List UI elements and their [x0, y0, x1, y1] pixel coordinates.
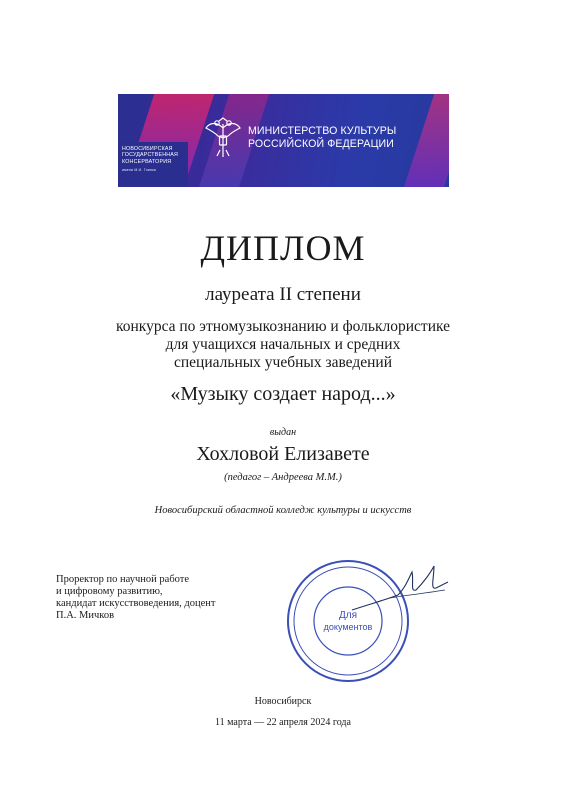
conservatory-line: НОВОСИБИРСКАЯ [122, 146, 173, 152]
signer-line: Проректор по научной работе [56, 574, 190, 585]
ministry-name [248, 125, 448, 151]
contest-line: конкурса по этномузыкознанию и фольклористике [115, 318, 451, 335]
document-title: ДИПЛОМ [200, 228, 366, 268]
contest-name: «Музыку создает народ...» [170, 383, 396, 405]
event-dates: 11 марта — 22 апреля 2024 года [215, 717, 351, 728]
signature-scribble [350, 560, 450, 620]
city: Новосибирск [254, 696, 312, 707]
signer-line: кандидат искусствоведения, доцент [56, 598, 216, 609]
ministry-line: МИНИСТЕРСТВО КУЛЬТУРЫ [248, 125, 397, 137]
conservatory-subtitle: имени М.И. Глинки [122, 168, 157, 173]
conservatory-logo-text [122, 146, 186, 174]
contest-line: специальных учебных заведений [174, 354, 392, 371]
signer-block [56, 574, 215, 622]
double-headed-eagle-icon [200, 114, 246, 160]
recipient-name: Хохловой Елизавете [196, 443, 370, 465]
issued-label: выдан [269, 427, 297, 438]
teacher-name: (педагог – Андреева М.М.) [224, 472, 342, 483]
contest-line: для учащихся начальных и средних [165, 336, 401, 353]
signer-line: и цифровому развитию, [56, 586, 163, 597]
signer-line: П.А. Мичков [56, 610, 115, 621]
stamp-text: Для [338, 610, 358, 621]
award-degree: лауреата II степени [205, 284, 361, 305]
stamp-text: документов [323, 622, 373, 632]
header-banner [118, 94, 449, 187]
conservatory-line: КОНСЕРВАТОРИЯ [122, 158, 172, 165]
organization-name: Новосибирский областной колледж культуры и искусств [154, 505, 412, 516]
ministry-line: РОССИЙСКОЙ ФЕДЕРАЦИИ [248, 138, 394, 150]
conservatory-line: ГОСУДАРСТВЕННАЯ [122, 152, 179, 159]
contest-description [0, 318, 566, 372]
